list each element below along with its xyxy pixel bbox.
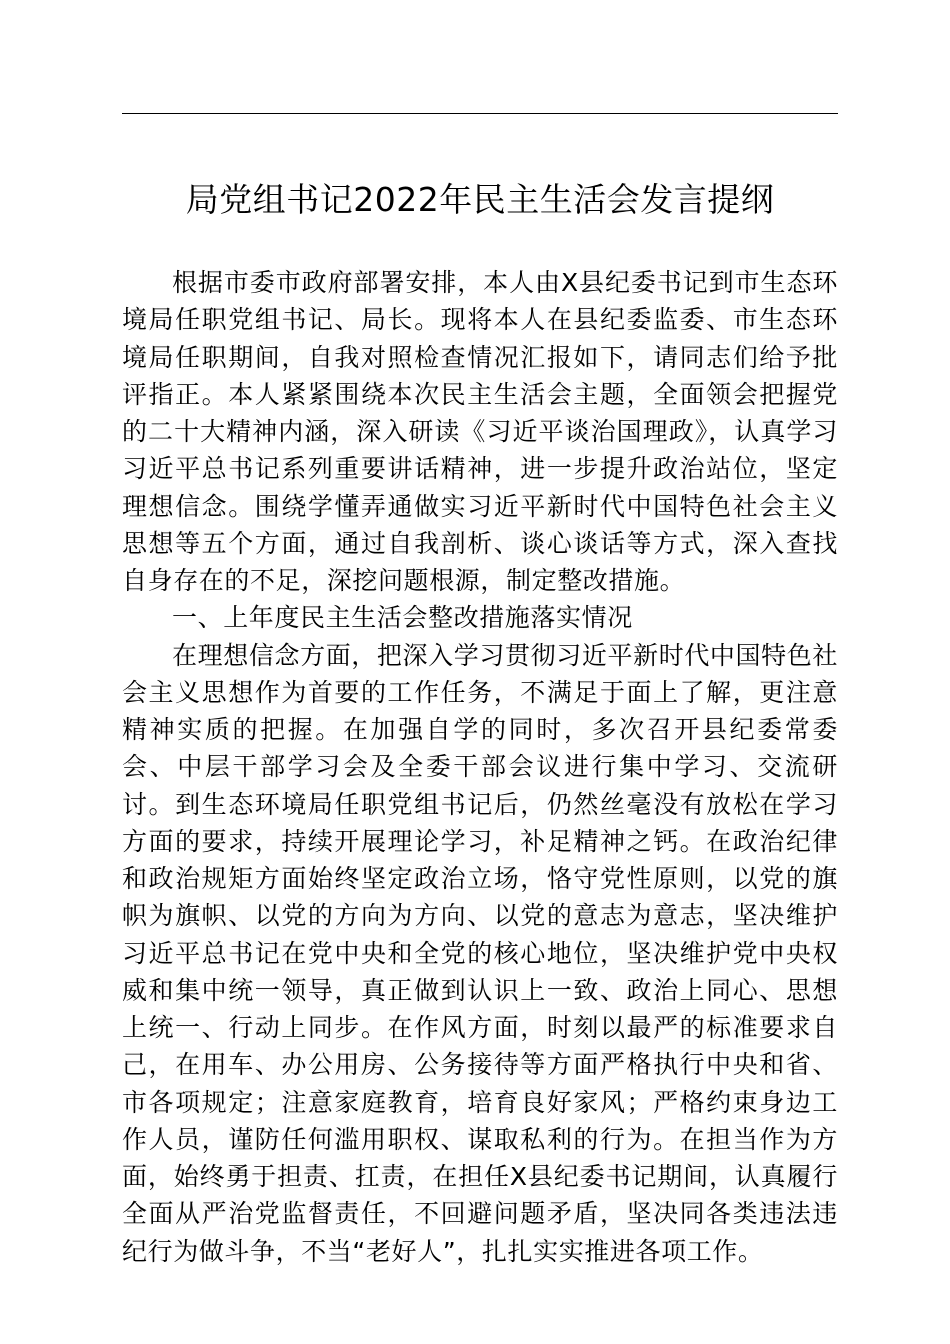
- header-rule: [122, 113, 838, 114]
- paragraph-rectification: 在理想信念方面，把深入学习贯彻习近平新时代中国特色社会主义思想作为首要的工作任务，不满足于面上了解，更注意精神实质的把握。在加强自学的同时，多次召开县纪委常委会、中层干部学习会及全委干部会议进行集中学习、交流研讨。到生态环境局任职党组书记后，仍然丝毫没有放松在学习方面的要求，持续开展理论学习，补足精神之钙。在政治纪律和政治规矩方面始终坚定政治立场，恪守党性原则，以党的旗帜为旗帜、以党的方向为方向、以党的意志为意志，坚决维护习近平总书记在党中央和全党的核心地位，坚决维护党中央权威和集中统一领导，真正做到认识上一致、政治上同心、思想上统一、行动上同步。在作风方面，时刻以最严的标准要求自己，在用车、办公用房、公务接待等方面严格执行中央和省、市各项规定；注意家庭教育，培育良好家风；严格约束身边工作人员，谨防任何滥用职权、谋取私利的行为。在担当作为方面，始终勇于担责、扛责，在担任X县纪委书记期间，认真履行全面从严治党监督责任，不回避问题矛盾，坚决同各类违法违纪行为做斗争，不当“老好人”，扎扎实实推进各项工作。: [122, 640, 838, 1266]
- document-title: 局党组书记2022年民主生活会发言提纲: [185, 180, 775, 219]
- paragraph-intro: 根据市委市政府部署安排，本人由X县纪委书记到市生态环境局任职党组书记、局长。现将本人在县纪委监委、市生态环境局任职期间，自我对照检查情况汇报如下，请同志们给予批评指正。本人紧紧围绕本次民主生活会主题，全面领会把握党的二十大精神内涵，深入研读《习近平谈治国理政》，认真学习习近平总书记系列重要讲话精神，进一步提升政治站位，坚定理想信念。围绕学懂弄通做实习近平新时代中国特色社会主义思想等五个方面，通过自我剖析、谈心谈话等方式，深入查找自身存在的不足，深挖问题根源，制定整改措施。: [122, 268, 838, 595]
- document-body: [122, 264, 838, 1270]
- section-heading: 一、上年度民主生活会整改措施落实情况: [172, 603, 633, 633]
